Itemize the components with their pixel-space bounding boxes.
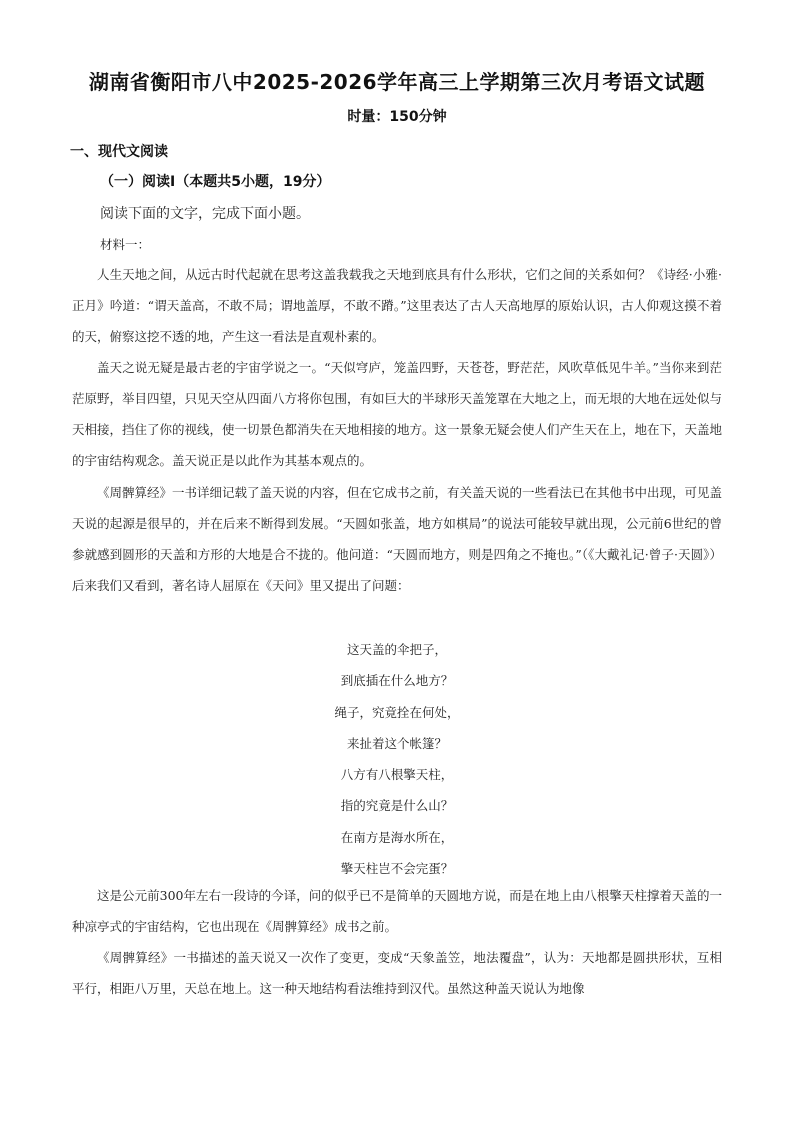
paragraph-text: 盖天之说无疑是最古老的宇宙学说之一。“天似穹庐，笼盖四野，天苍苍，野茫茫，风吹草低见牛羊。”当你来到茫茫原野，举目四望，只见天空从四面八方将你包围，有如巨大的半球形天盖笼罩在大地之上，而无垠的大地在远处似与天相接，挡住了你的视线，使一切景色都消失在天地相接的地方。这一景象无疑会使人们产生天在上，地在下，天盖地的宇宙结构观念。盖天说正是以此作为其基本观点的。 (72, 360, 723, 468)
exam-title: 湖南省衡阳市八中2025-2026学年高三上学期第三次月考语文试题 (88, 70, 706, 94)
poem-block (0, 634, 794, 884)
poem-line: 来扯着这个帐篷？ (346, 735, 447, 751)
poem-line: 八方有八根擎天柱， (340, 767, 454, 783)
passage-paragraph (72, 880, 722, 942)
passage-paragraph (72, 942, 722, 1004)
subsection-heading: （一）阅读Ⅰ（本题共5小题，19分） (100, 174, 331, 190)
paragraph-text: 《周髀算经》一书详细记载了盖天说的内容，但在它成书之前，有关盖天说的一些看法已在其他书中出现，可见盖天说的起源是很早的，并在后来不断得到发展。“天圆如张盖，地方如棋局”的说法可能较早就出现，公元前6世纪的曾参就感到圆形的天盖和方形的大地是合不拢的。他问道：“天圆而地方，则是四角之不掩也。”（《大戴礼记·曾子·天圆》）后来我们又看到，著名诗人屈原在《天问》里又提出了问题： (72, 485, 723, 593)
paragraph-text: 《周髀算经》一书描述的盖天说又一次作了变更，变成“天象盖笠，地法覆盘”，认为：天地都是圆拱形状，互相平行，相距八万里，天总在地上。这一种天地结构看法维持到汉代。虽然这种盖天说认为地像 (72, 950, 722, 996)
reading-instruction: 阅读下面的文字，完成下面小题。 (100, 206, 310, 222)
passage-paragraph (72, 477, 722, 601)
poem-line: 指的究竟是什么山？ (340, 798, 454, 814)
poem-line: 擎天柱岂不会完蛋？ (340, 861, 454, 877)
poem-line: 到底插在什么地方？ (340, 673, 454, 689)
material-label: 材料一： (100, 237, 151, 252)
section-heading: 一、现代文阅读 (70, 144, 168, 160)
poem-line: 这天盖的伞把子， (346, 642, 447, 657)
paragraph-text: 人生天地之间，从远古时代起就在思考这盖我载我之天地到底具有什么形状，它们之间的关系如何？《诗经·小雅·正月》吟道：“谓天盖高，不敢不局；谓地盖厚，不敢不蹐。”这里表达了古人天高地厚的原始认识，古人仰观这摸不着的天，俯察这挖不透的地，产生这一看法是直观朴素的。 (72, 267, 722, 344)
poem-line: 绳子，究竟拴在何处， (334, 704, 460, 720)
poem-line: 在南方是海水所在， (340, 829, 454, 845)
passage-paragraph (72, 352, 722, 476)
time-limit: 时量：150分钟 (347, 109, 447, 125)
passage-paragraph (72, 259, 722, 352)
paragraph-text: 这是公元前300年左右一段诗的今译，问的似乎已不是简单的天圆地方说，而是在地上由八根擎天柱撑着天盖的一种凉亭式的宇宙结构，它也出现在《周髀算经》成书之前。 (72, 888, 722, 934)
